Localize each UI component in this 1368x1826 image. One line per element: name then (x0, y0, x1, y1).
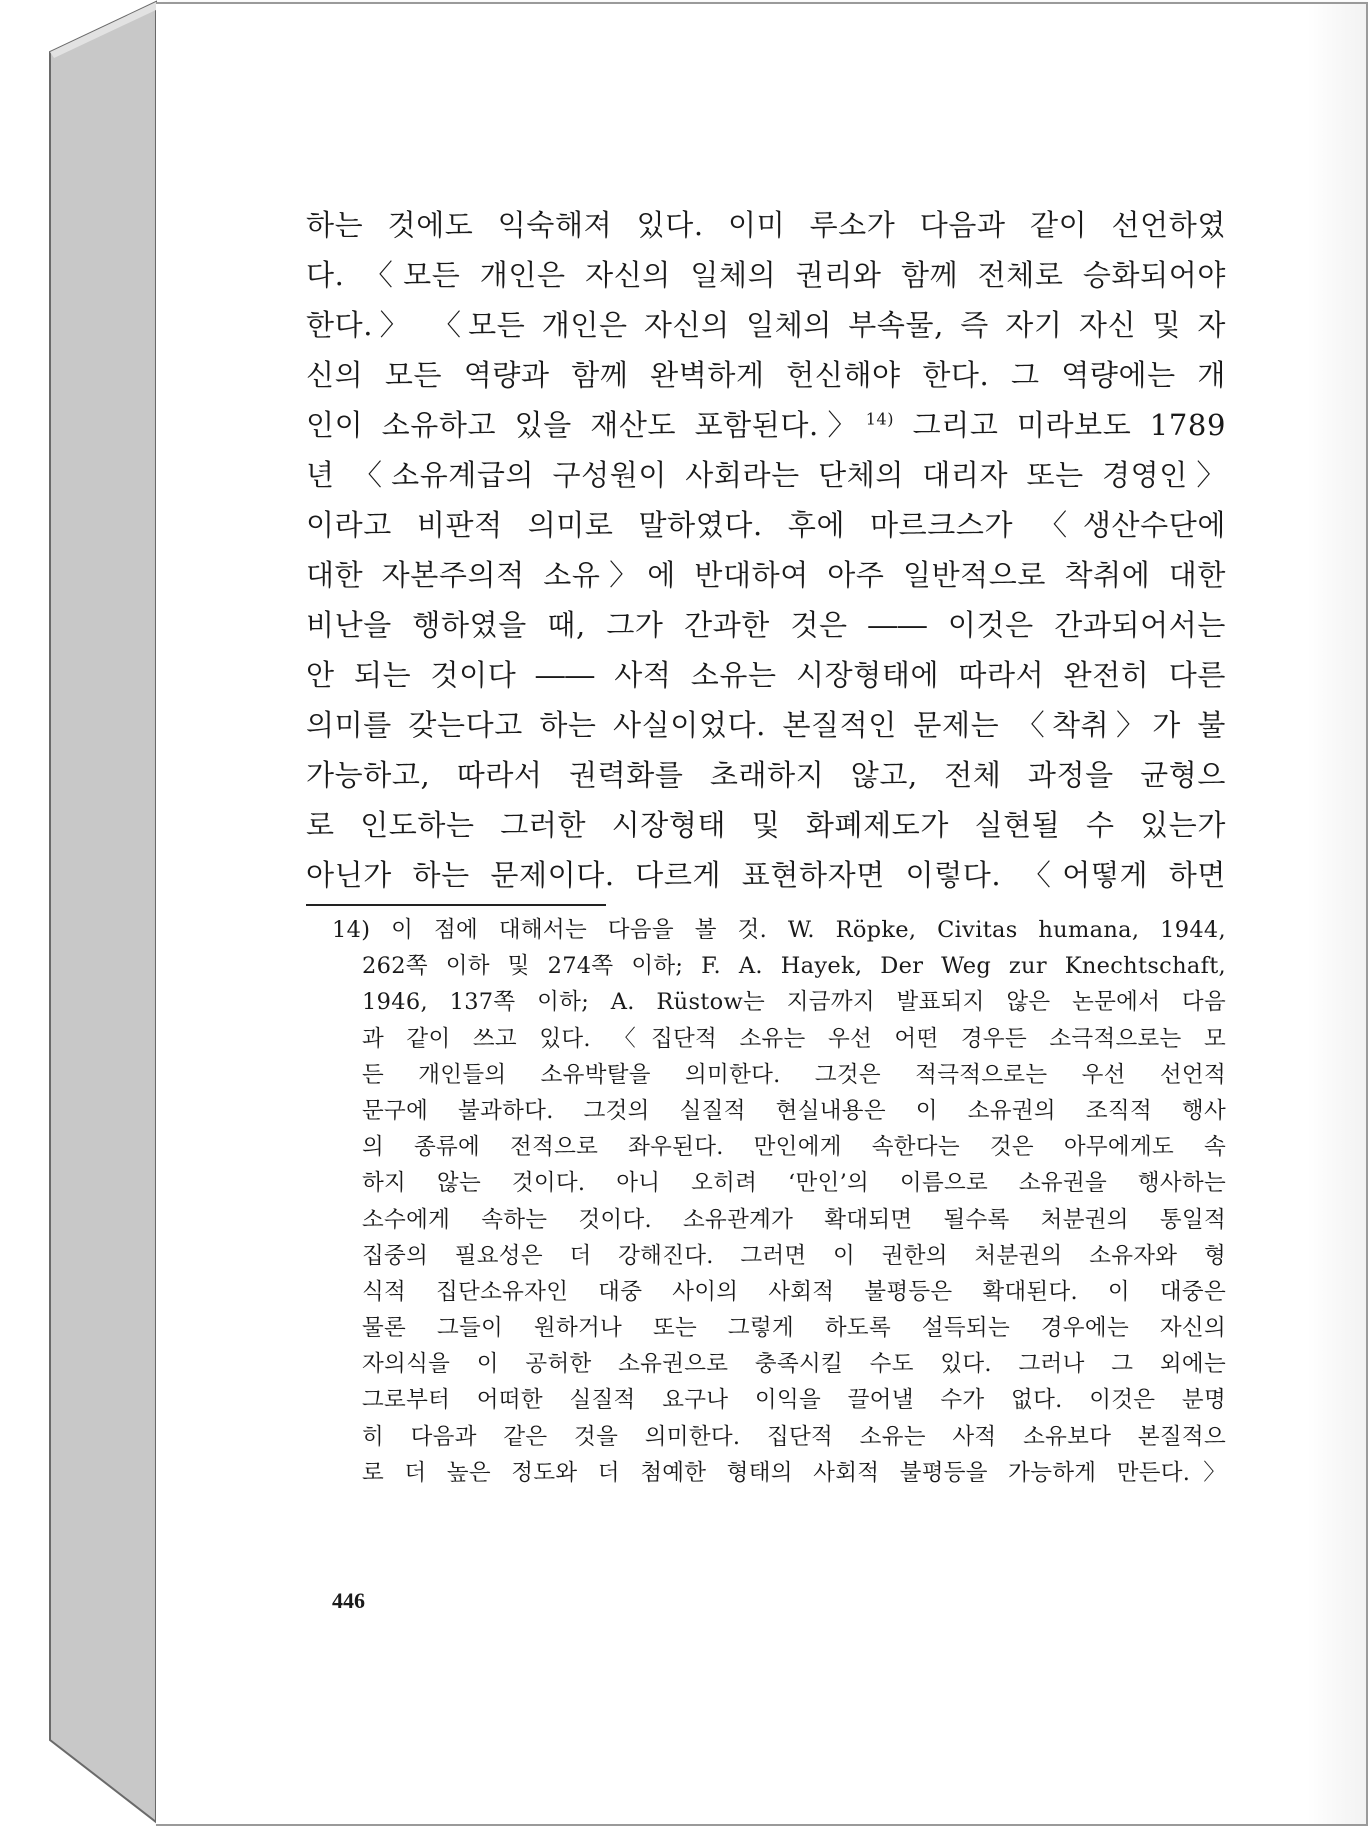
page-number: 446 (332, 1588, 365, 1613)
book-page (156, 2, 1368, 1826)
body-text (306, 200, 1226, 900)
body-line-tail: 그리고 미라보도 1789 (912, 408, 1227, 442)
body-line-text: 인이 소유하고 있을 재산도 포함된다.〉 (306, 408, 866, 442)
footnote-line: 자의식을 이 공허한 소유권으로 충족시킬 수도 있다. 그러나 그 외에는 (362, 1351, 1226, 1378)
footnote-line: 과 같이 쓰고 있다. 〈집단적 소유는 우선 어떤 경우든 소극적으로는 모 (362, 1025, 1226, 1052)
footnote-reference[interactable]: 14) (865, 409, 895, 429)
body-line: 안 되는 것이다 ―― 사적 소유는 시장형태에 따라서 완전히 다른 (306, 658, 1226, 692)
body-line: 아닌가 하는 문제이다. 다르게 표현하자면 이렇다. 〈어떻게 하면 (306, 858, 1226, 892)
footnote-divider (306, 904, 606, 906)
body-line: 다. 〈모든 개인은 자신의 일체의 권리와 함께 전체로 승화되어야 (306, 258, 1226, 292)
footnote-line-text: 이 점에 대해서는 다음을 볼 것. W. Röpke, Civitas humana, 1944, (391, 917, 1227, 943)
footnote-line: 물론 그들이 원하거나 또는 그렇게 하도록 설득되는 경우에는 자신의 (362, 1315, 1226, 1342)
footnote-line: 문구에 불과하다. 그것의 실질적 현실내용은 이 소유권의 조직적 행사 (362, 1097, 1226, 1124)
footnote-number: 14) (332, 917, 371, 943)
footnote-line: 히 다음과 같은 것을 의미한다. 집단적 소유는 사적 소유보다 본질적으 (362, 1423, 1226, 1450)
body-line: 이라고 비판적 의미로 말하였다. 후에 마르크스가 〈생산수단에 (306, 508, 1226, 542)
footnote-line: 262쪽 이하 및 274쪽 이하; F. A. Hayek, Der Weg zur Knechtschaft, (362, 953, 1226, 980)
footnote-line: 로 더 높은 정도와 더 첨예한 형태의 사회적 불평등을 가능하게 만든다.〉 (362, 1459, 1226, 1486)
footnote-line: 하지 않는 것이다. 아니 오히려 ‘만인’의 이름으로 소유권을 행사하는 (362, 1170, 1226, 1197)
body-line: 대한 자본주의적 소유〉에 반대하여 아주 일반적으로 착취에 대한 (306, 558, 1226, 592)
body-line-with-footnote-ref (306, 400, 1226, 450)
footnote-line: 1946, 137쪽 이하; A. Rüstow는 지금까지 발표되지 않은 논문에서 다음 (362, 989, 1226, 1016)
body-line: 비난을 행하였을 때, 그가 간과한 것은 ―― 이것은 간과되어서는 (306, 608, 1226, 642)
footnote-line: 그로부터 어떠한 실질적 요구나 이익을 끌어낼 수가 없다. 이것은 분명 (362, 1387, 1226, 1414)
footnote-line: 집중의 필요성은 더 강해진다. 그러면 이 권한의 처분권의 소유자와 형 (362, 1242, 1226, 1269)
footnote-line: 의 종류에 전적으로 좌우된다. 만인에게 속한다는 것은 아무에게도 속 (362, 1134, 1226, 1161)
body-line: 년 〈소유계급의 구성원이 사회라는 단체의 대리자 또는 경영인〉 (306, 458, 1226, 492)
footnote-line: 소수에게 속하는 것이다. 소유관계가 확대되면 될수록 처분권의 통일적 (362, 1206, 1226, 1233)
footnote-line (332, 912, 1226, 948)
footnote-line: 든 개인들의 소유박탈을 의미한다. 그것은 적극적으로는 우선 선언적 (362, 1061, 1226, 1088)
footnote-line: 식적 집단소유자인 대중 사이의 사회적 불평등은 확대된다. 이 대중은 (362, 1278, 1226, 1305)
body-line: 하는 것에도 익숙해져 있다. 이미 루소가 다음과 같이 선언하였 (306, 208, 1226, 242)
page-edge-shade (1306, 4, 1366, 1824)
body-line: 의미를 갖는다고 하는 사실이었다. 본질적인 문제는 〈착취〉가 불 (306, 708, 1226, 742)
body-line: 신의 모든 역량과 함께 완벽하게 헌신해야 한다. 그 역량에는 개 (306, 358, 1226, 392)
body-line: 한다.〉 〈모든 개인은 자신의 일체의 부속물, 즉 자기 자신 및 자 (306, 308, 1226, 342)
footnote-block (332, 912, 1226, 1491)
body-line: 가능하고, 따라서 권력화를 초래하지 않고, 전체 과정을 균형으 (306, 758, 1226, 792)
body-line: 로 인도하는 그러한 시장형태 및 화폐제도가 실현될 수 있는가 (306, 808, 1226, 842)
